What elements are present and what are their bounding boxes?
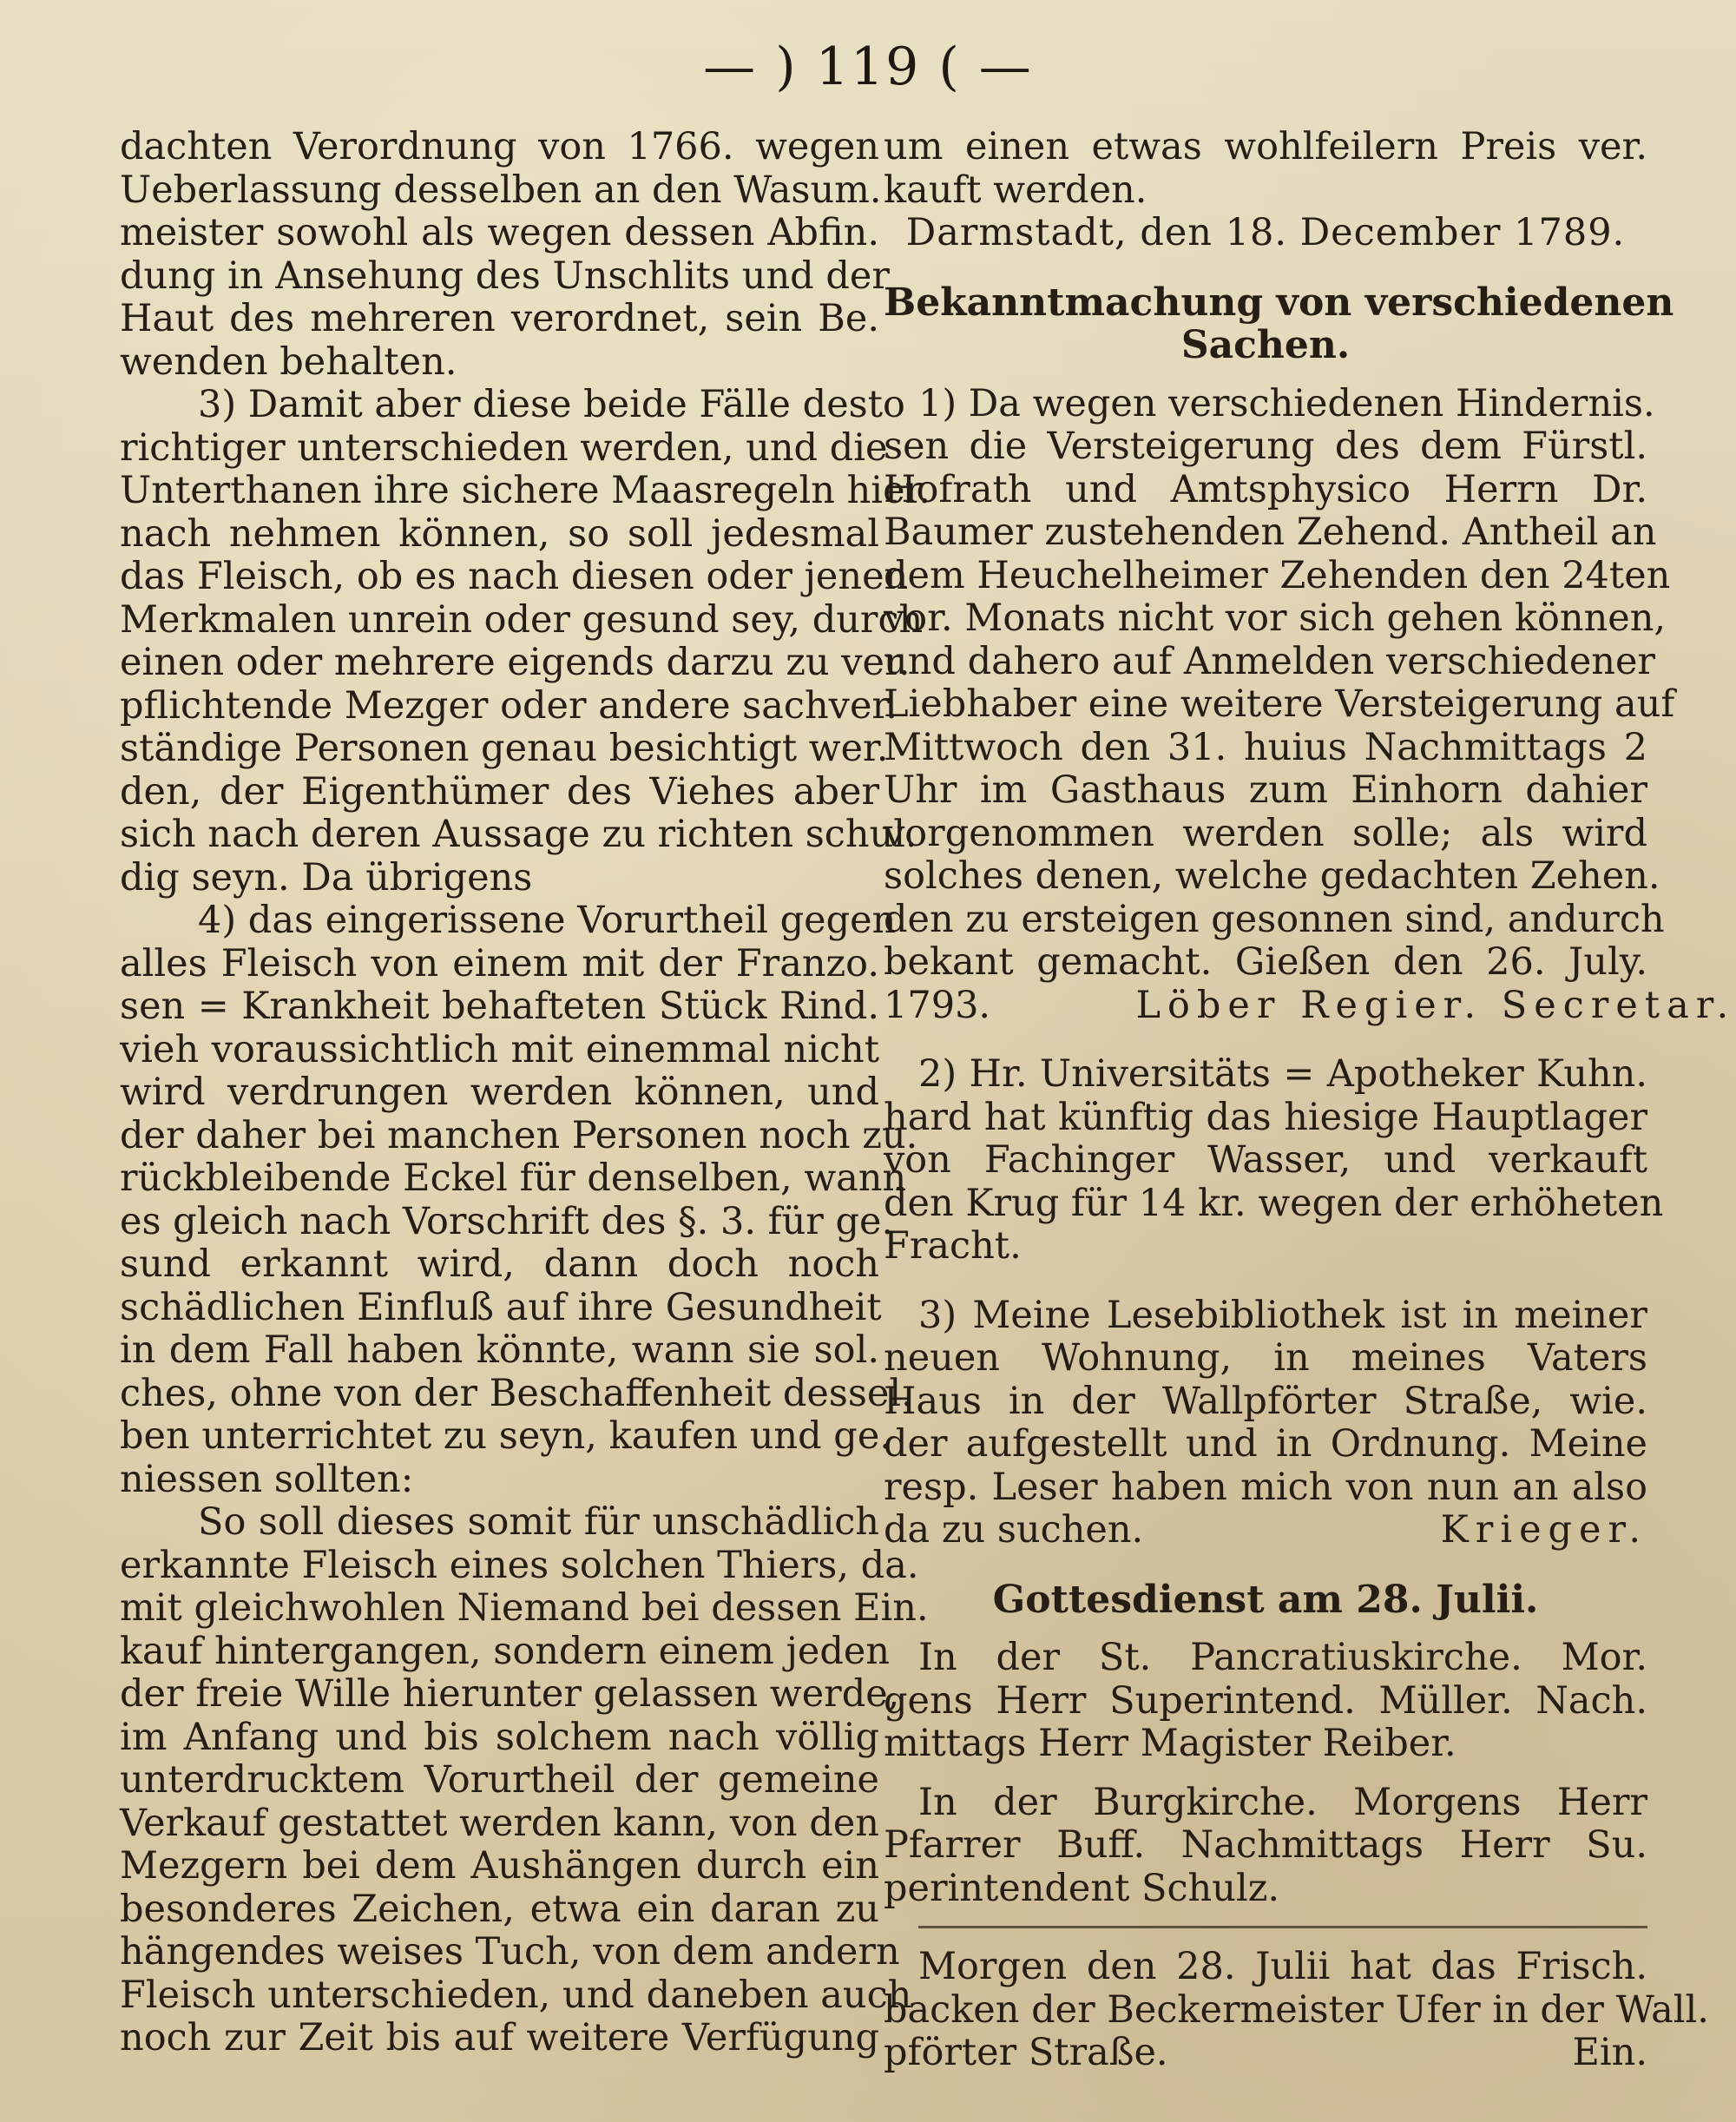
item3-line: neuen Wohnung, in meines Vaters [884, 1336, 1647, 1380]
item1-line: den zu ersteigen gesonnen sind, andurch [884, 897, 1665, 941]
item1-line: und dahero auf Anmelden verschiedener [884, 639, 1655, 683]
left-line: das Fleisch, ob es nach diesen oder jenen [120, 555, 909, 598]
baker-line: pförter Straße. [884, 2031, 1168, 2074]
baker-last-line [884, 2032, 1647, 2075]
left-line: vieh voraussichtlich mit einemmal nicht [120, 1027, 879, 1071]
left-line: besonderes Zeichen, etwa ein daran zu [120, 1887, 879, 1931]
left-line: schädlichen Einfluß auf ihre Gesundheit [120, 1285, 882, 1329]
service-heading: Gottesdienst am 28. Julii. [992, 1577, 1539, 1622]
item2-line: hard hat künftig das hiesige Hauptlager [884, 1095, 1647, 1139]
left-line: Ueberlassung desselben an den Wasum. [120, 168, 882, 212]
item1-line: bekant gemacht. Gießen den 26. July. [884, 940, 1647, 984]
item1-line: sen die Versteigerung des dem Fürstl. [884, 425, 1647, 468]
left-line: Mezgern bei dem Aushängen durch ein [120, 1844, 879, 1888]
service-line: In der Burgkirche. Morgens Herr [918, 1780, 1647, 1824]
item1-line: Hofrath und Amtsphysico Herrn Dr. [884, 467, 1647, 511]
service-line: mittags Herr Magister Reiber. [884, 1722, 1457, 1765]
item3-line: 3) Meine Lesebibliothek ist in meiner [918, 1293, 1647, 1337]
service-line: Pfarrer Buff. Nachmittags Herr Su. [884, 1823, 1647, 1867]
right-column [884, 125, 1736, 2075]
item1-line: dem Heuchelheimer Zehenden den 24ten [884, 553, 1671, 597]
page-number: — ) 119 ( — [703, 36, 1033, 97]
left-line: wird verdrungen werden können, und [120, 1071, 879, 1114]
left-line: sund erkannt wird, dann doch noch [120, 1242, 879, 1286]
left-line: 4) das eingerissene Vorurtheil gegen [198, 899, 897, 942]
left-line: kauf hintergangen, sondern einem jeden [120, 1629, 891, 1673]
item3-last: da zu suchen. [884, 1508, 1144, 1552]
left-line: es gleich nach Vorschrift des §. 3. für ge. [120, 1199, 894, 1243]
left-line: sich nach deren Aussage zu richten schul. [120, 813, 917, 856]
left-line: der daher bei manchen Personen noch zu. [120, 1113, 918, 1157]
left-line: ständige Personen genau besichtigt wer. [120, 727, 889, 770]
dateline: Darmstadt, den 18. December 1789. [905, 211, 1626, 254]
left-line: richtiger unterschieden werden, und die [120, 425, 888, 470]
item2-line: den Krug für 14 kr. wegen der erhöheten [884, 1181, 1664, 1225]
item1-line: Baumer zustehenden Zehend. Antheil an [884, 511, 1657, 554]
item3-line: der aufgestellt und in Ordnung. Meine [884, 1422, 1647, 1466]
left-line: alles Fleisch von einem mit der Franzo. [120, 941, 879, 985]
baker-line: Morgen den 28. Julii hat das Frisch. [918, 1945, 1647, 1988]
service-line: gens Herr Superintend. Müller. Nach. [884, 1678, 1647, 1723]
section-divider [918, 1926, 1647, 1928]
service-line: perintendent Schulz. [884, 1866, 1280, 1910]
item3-signature: Krieger. [1440, 1508, 1647, 1552]
left-line: sen = Krankheit behafteten Stück Rind. [120, 985, 879, 1028]
baker-line: backen der Beckermeister Ufer in der Wall. [884, 1987, 1709, 2032]
left-line: der freie Wille hierunter gelassen werde, [120, 1672, 900, 1716]
item3-signature-line [884, 1509, 1647, 1552]
left-line: Fleisch unterschieden, und daneben auch [120, 1973, 912, 2017]
left-line: den, der Eigenthümer des Viehes aber [120, 769, 879, 814]
left-line: Merkmalen unrein oder gesund sey, durch [120, 597, 924, 642]
left-line: 3) Damit aber diese beide Fälle desto [198, 383, 905, 426]
left-line: noch zur Zeit bis auf weitere Verfügung [120, 2016, 879, 2059]
left-line: Unterthanen ihre sichere Maasregeln hier. [120, 469, 931, 512]
announcement-heading: Sachen. [1180, 323, 1351, 367]
left-line: pflichtende Mezger oder andere sachver. [120, 683, 898, 728]
left-line: niessen sollten: [120, 1457, 414, 1501]
item2-line: Fracht. [884, 1224, 1022, 1268]
item2-line: 2) Hr. Universitäts = Apotheker Kuhn. [918, 1052, 1647, 1096]
left-line: dachten Verordnung von 1766. wegen [120, 125, 879, 168]
left-line: nach nehmen können, so soll jedesmal [120, 511, 879, 556]
item1-line: 1) Da wegen verschiedenen Hindernis. [918, 381, 1655, 425]
item1-line: Liebhaber eine weitere Versteigerung auf [884, 682, 1675, 726]
item1-line: Uhr im Gasthaus zum Einhorn dahier [884, 768, 1647, 812]
item1-line: solches denen, welche gedachten Zehen. [884, 854, 1660, 898]
left-line: im Anfang und bis solchem nach völlig [120, 1715, 879, 1759]
left-line: rückbleibende Eckel für denselben, wann [120, 1157, 907, 1200]
item1-line: vor. Monats nicht vor sich gehen können, [884, 596, 1667, 640]
left-column [120, 125, 931, 2060]
left-line: ches, ohne von der Beschaffenheit dessel. [120, 1371, 913, 1415]
item1-signature-line [884, 983, 1736, 1028]
left-line: mit gleichwohlen Niemand bei dessen Ein. [120, 1586, 929, 1630]
left-line: dung in Ansehung des Unschlits und der [120, 254, 890, 298]
item1-signature: Löber Regier. Secretar. [1135, 983, 1736, 1027]
left-line: ben unterrichtet zu seyn, kaufen und ge. [120, 1414, 891, 1458]
item3-line: Haus in der Wallpförter Straße, wie. [884, 1379, 1647, 1423]
left-line: Haut des mehreren verordnet, sein Be. [120, 297, 879, 340]
item1-date: 1793. [884, 983, 991, 1027]
left-line: hängendes weises Tuch, von dem andern [120, 1930, 900, 1974]
right-line: um einen etwas wohlfeilern Preis ver. [884, 125, 1647, 168]
service-line: In der St. Pancratiuskirche. Mor. [918, 1636, 1647, 1679]
catchword: Ein. [1572, 2031, 1647, 2074]
left-line: erkannte Fleisch eines solchen Thiers, da. [120, 1543, 919, 1587]
announcement-heading: Bekanntmachung von verschiedenen [884, 280, 1674, 325]
left-line: meister sowohl als wegen dessen Abfin. [120, 211, 879, 254]
left-line: einen oder mehrere eigends darzu zu ver. [120, 641, 911, 684]
left-line: in dem Fall haben könnte, wann sie sol. [120, 1328, 879, 1372]
item2-line: von Fachinger Wasser, und verkauft [884, 1138, 1647, 1182]
left-line: wenden behalten. [120, 339, 457, 384]
left-line: unterdrucktem Vorurtheil der gemeine [120, 1758, 879, 1802]
left-line: Verkauf gestattet werden kann, von den [120, 1801, 879, 1845]
item1-line: Mittwoch den 31. huius Nachmittags 2 [884, 725, 1647, 769]
item1-line: vorgenommen werden solle; als wird [884, 811, 1647, 855]
item3-line: resp. Leser haben mich von nun an also [884, 1465, 1647, 1509]
right-line: kauft werden. [884, 168, 1147, 212]
left-line: dig seyn. Da übrigens [120, 855, 533, 900]
left-line: So soll dieses somit für unschädlich [198, 1500, 879, 1544]
